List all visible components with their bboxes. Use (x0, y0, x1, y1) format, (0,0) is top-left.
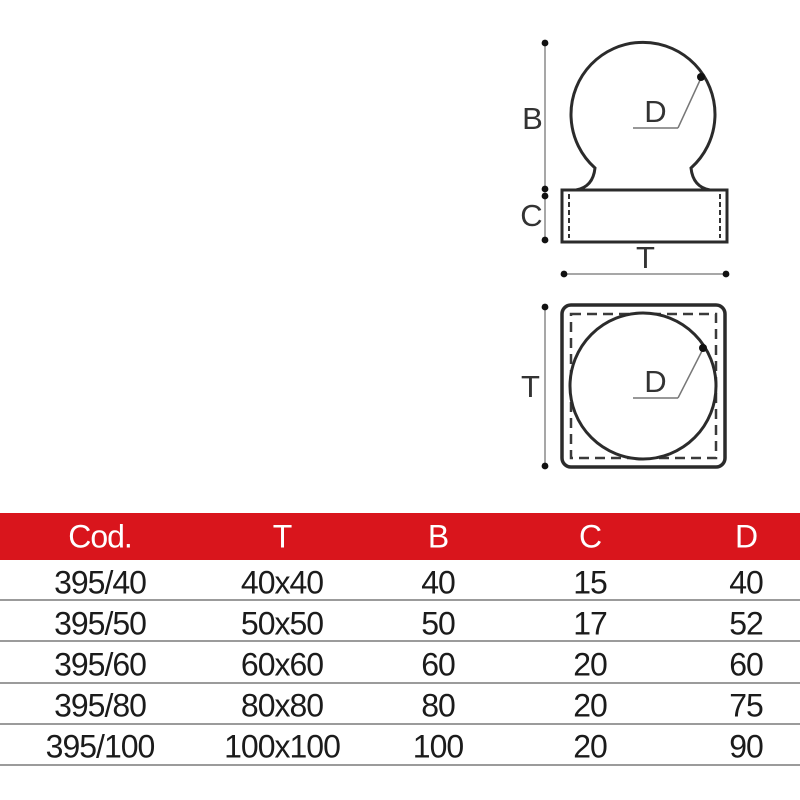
ball-outline (571, 42, 715, 190)
d-point-dot-side (697, 73, 705, 81)
cell-d: 60 (729, 646, 763, 683)
col-header-b: B (427, 518, 449, 554)
cell-cod: 395/40 (54, 564, 146, 601)
cell-d: 90 (729, 728, 763, 765)
cell-cod: 395/60 (54, 646, 146, 683)
table-row (0, 560, 800, 601)
dim-dot (542, 463, 549, 470)
cell-c: 17 (573, 605, 607, 642)
cell-b: 100 (412, 728, 464, 765)
label-t-side: T (636, 240, 654, 275)
cell-d: 75 (729, 687, 763, 724)
cell-t: 50x50 (240, 605, 324, 642)
cell-b: 60 (421, 646, 455, 683)
col-header-c: C (578, 518, 602, 554)
dim-dot (542, 193, 549, 200)
cell-cod: 395/80 (54, 687, 146, 724)
cell-d: 52 (729, 605, 763, 642)
cell-d: 40 (729, 564, 763, 601)
dim-dot (542, 40, 549, 47)
spec-table (0, 513, 800, 766)
ball-circle-top (570, 313, 716, 459)
dim-dot (723, 271, 730, 278)
label-d-top: D (644, 364, 666, 399)
top-view (521, 304, 725, 470)
cell-c: 15 (573, 564, 607, 601)
table-row (0, 725, 800, 766)
side-view (520, 40, 729, 278)
cell-b: 80 (421, 687, 455, 724)
table-row (0, 642, 800, 683)
dim-dot (542, 186, 549, 193)
table-header-row (0, 513, 800, 560)
cell-b: 50 (421, 605, 455, 642)
col-header-t: T (272, 518, 292, 554)
cell-c: 20 (573, 687, 607, 724)
dim-dot (561, 271, 568, 278)
table-row (0, 684, 800, 725)
cell-cod: 395/100 (45, 728, 155, 765)
dim-dot (542, 237, 549, 244)
label-b: B (522, 101, 542, 136)
cell-c: 20 (573, 728, 607, 765)
cell-cod: 395/50 (54, 605, 146, 642)
col-header-d: D (734, 518, 758, 554)
cap-body (562, 190, 727, 242)
d-point-dot-top (699, 344, 707, 352)
cell-t: 60x60 (240, 646, 324, 683)
technical-drawing (500, 25, 760, 490)
dim-dot (542, 304, 549, 311)
cell-t: 100x100 (224, 728, 340, 765)
cell-b: 40 (421, 564, 455, 601)
cell-c: 20 (573, 646, 607, 683)
label-c: C (520, 198, 542, 233)
table-row (0, 601, 800, 642)
label-t-top: T (521, 369, 539, 404)
cell-t: 40x40 (240, 564, 324, 601)
label-d-side: D (644, 94, 666, 129)
col-header-cod: Cod. (68, 518, 132, 554)
cell-t: 80x80 (240, 687, 324, 724)
